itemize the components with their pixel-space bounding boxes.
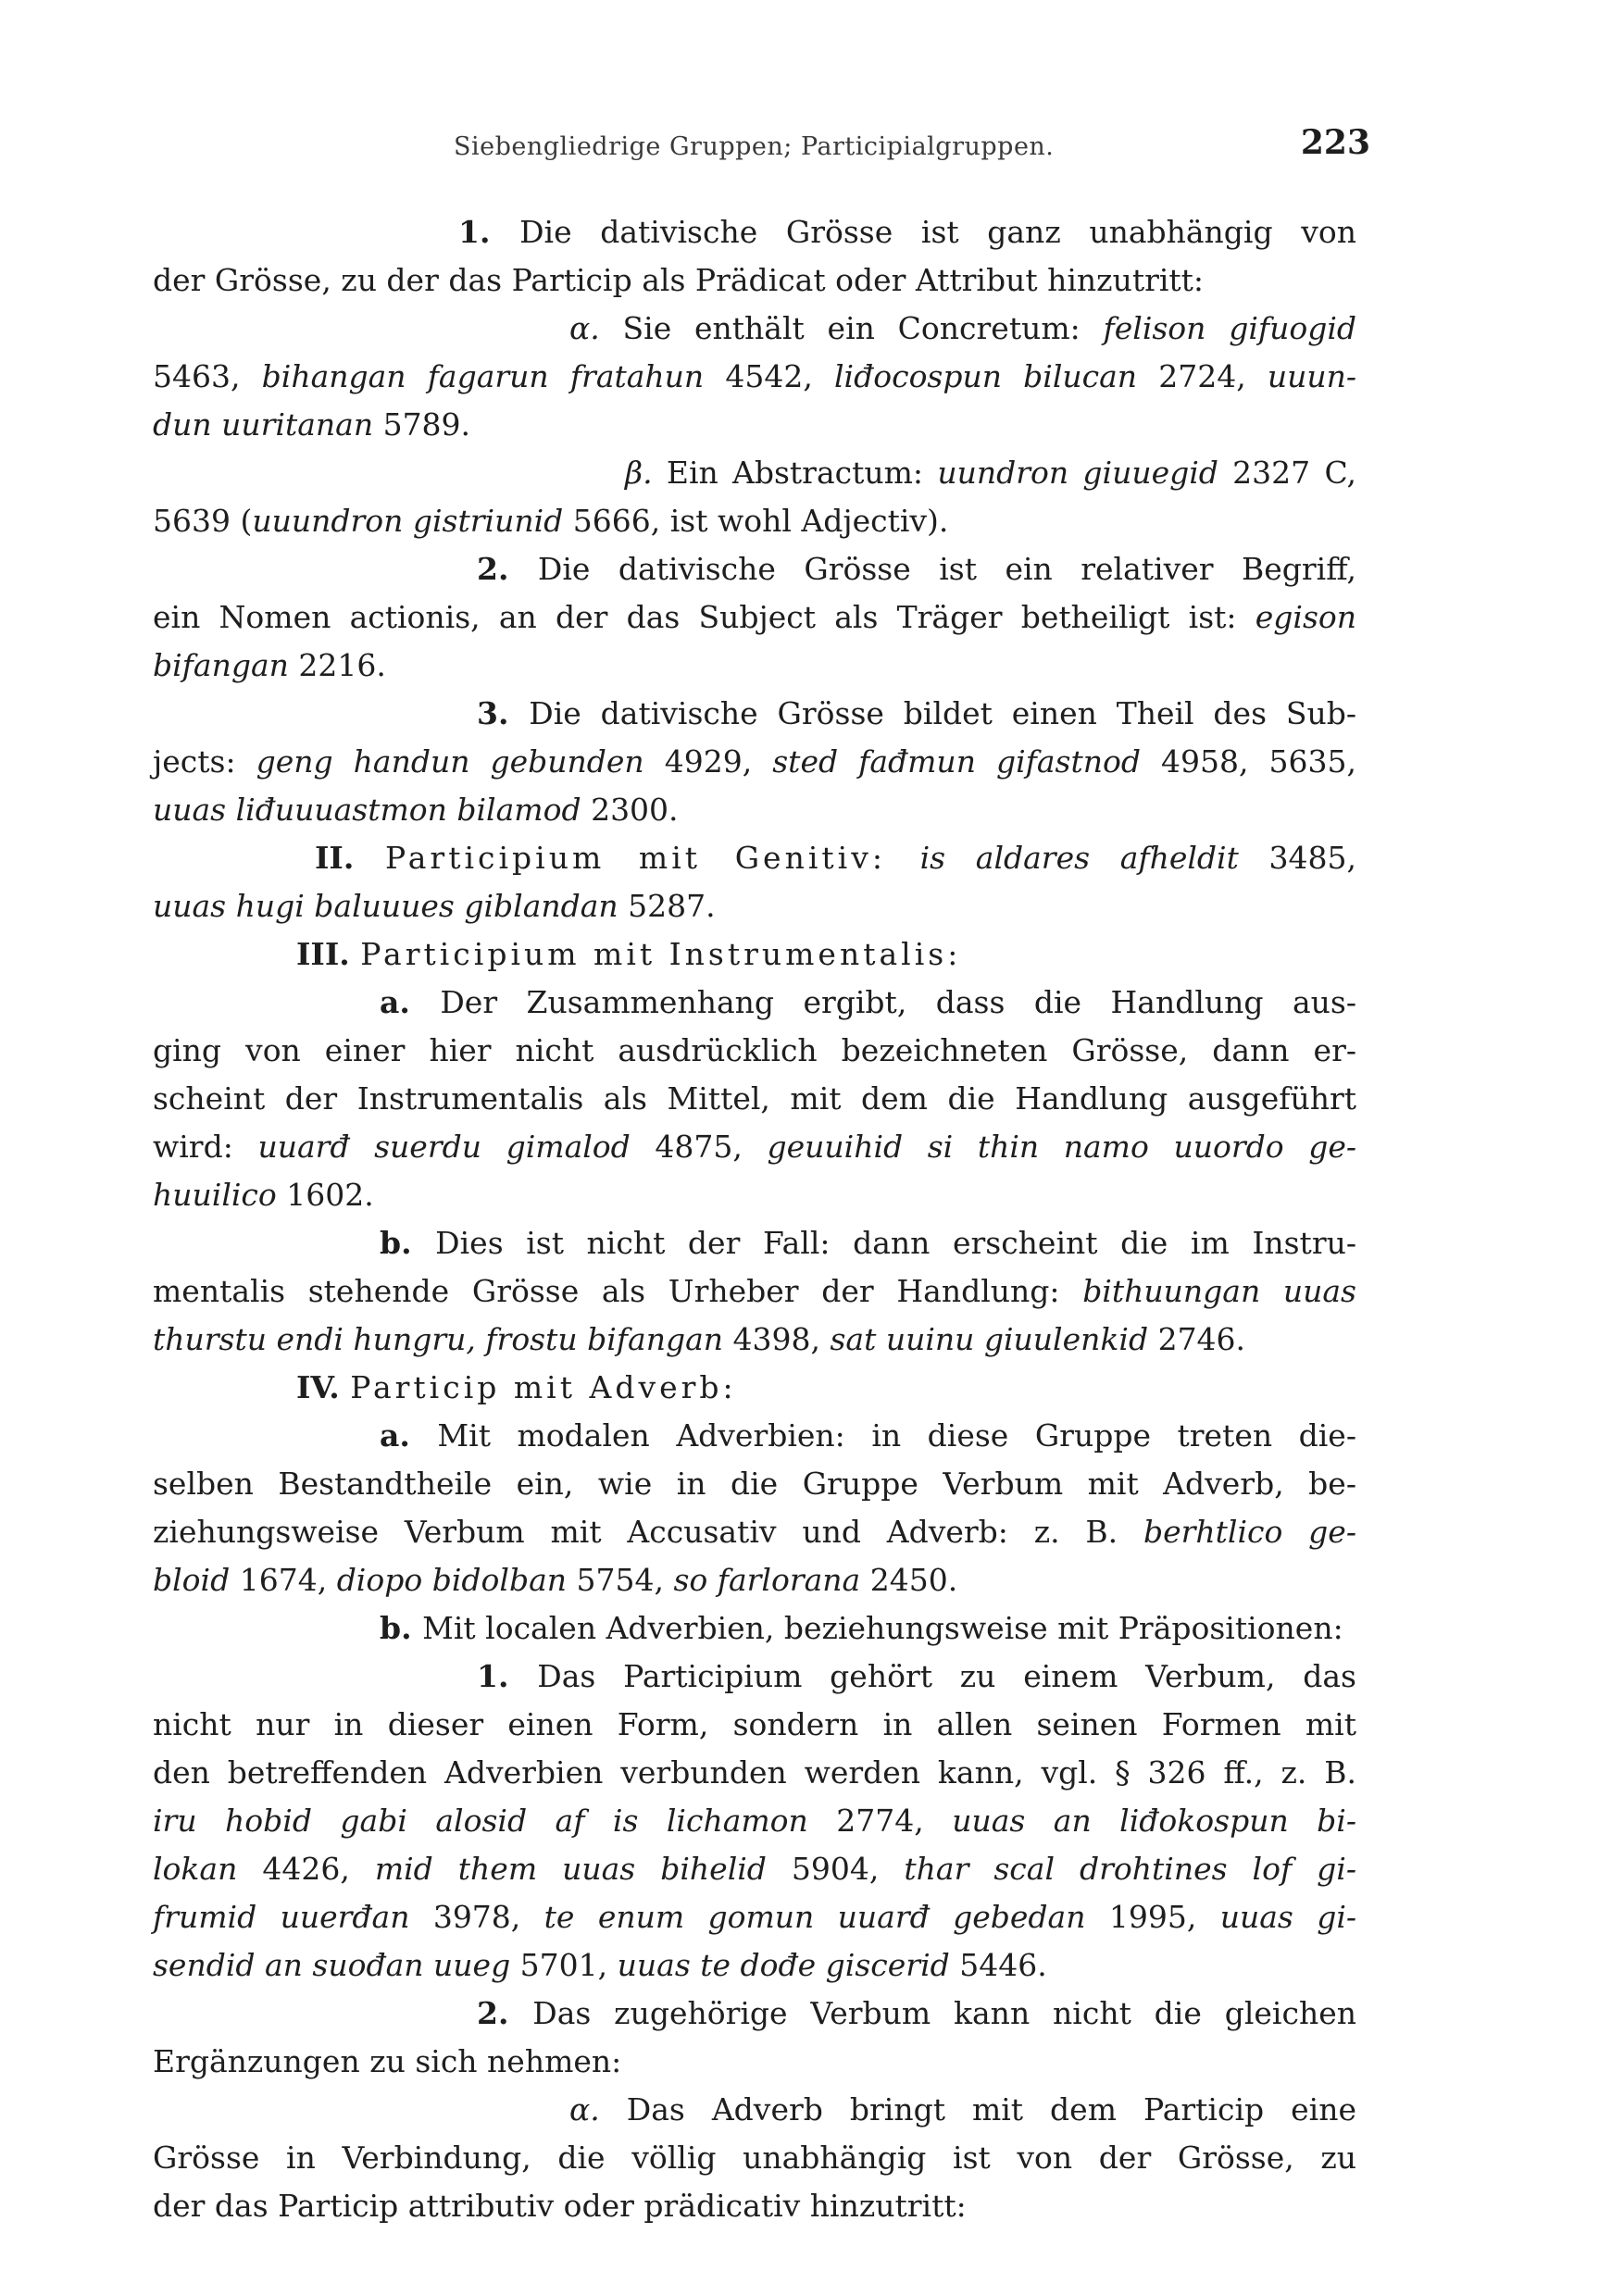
- text-run: wird:: [153, 1129, 258, 1165]
- old-saxon-citation: geng handun gebunden: [256, 743, 644, 780]
- text-run: mentalis stehende Grösse als Urheber der Handlung:: [153, 1273, 1083, 1309]
- text-line: [153, 1749, 1356, 1797]
- section-marker: II.: [315, 840, 386, 876]
- old-saxon-citation: bihangan fagarun fratahun: [261, 358, 705, 394]
- text-run: 4542,: [704, 358, 834, 394]
- old-saxon-citation: bifangan: [153, 647, 289, 683]
- text-run: 5287.: [618, 888, 716, 924]
- text-run: 5463,: [153, 358, 262, 394]
- text-run: 5446.: [949, 1947, 1047, 1983]
- old-saxon-citation: te enum gomun uuarđ gebedan: [543, 1899, 1086, 1935]
- text-run: 5789.: [373, 406, 471, 443]
- text-run: Participium mit Genitiv:: [385, 840, 920, 876]
- old-saxon-citation: uuas an liđokospun bi-: [952, 1803, 1356, 1839]
- section-marker: 2.: [477, 551, 538, 587]
- paragraph: [153, 1219, 1356, 1364]
- text-line: [153, 1701, 1356, 1749]
- text-run: Die dativische Grösse ist ganz unabhängig von: [519, 214, 1356, 250]
- text-line: [153, 1460, 1356, 1508]
- old-saxon-citation: uuas gi-: [1219, 1899, 1357, 1935]
- section-marker: III.: [296, 936, 361, 972]
- text-line: [153, 1027, 1356, 1075]
- text-run: Dies ist nicht der Fall: dann erscheint die im Instru-: [435, 1225, 1356, 1261]
- paragraph: [153, 834, 1356, 930]
- text-line: [153, 1364, 1356, 1412]
- paragraph: [153, 930, 1356, 979]
- paragraph: [153, 208, 1356, 305]
- paragraph: [153, 1604, 1356, 1653]
- text-run: 2216.: [288, 647, 386, 683]
- text-run: Das Adverb bringt mit dem Particip eine: [626, 2091, 1357, 2128]
- text-run: 5639 (: [153, 503, 253, 539]
- text-line: [153, 1075, 1356, 1123]
- paragraph: [153, 1412, 1356, 1604]
- text-line: [153, 1508, 1356, 1556]
- text-run: 3978,: [409, 1899, 544, 1935]
- text-line: [153, 1123, 1356, 1171]
- paragraph: [153, 1653, 1356, 1990]
- text-line: [153, 882, 1356, 930]
- text-line: [153, 1893, 1356, 1941]
- old-saxon-citation: uuas liđuuuastmon bilamod: [153, 792, 581, 828]
- text-line: [153, 1797, 1356, 1845]
- old-saxon-citation: iru hobid gabi alosid af is lichamon: [153, 1803, 808, 1839]
- text-line: [153, 305, 1356, 353]
- paragraph: [153, 305, 1356, 449]
- paragraph: [153, 449, 1356, 545]
- text-run: 2724,: [1137, 358, 1268, 394]
- old-saxon-citation: berhtlico ge-: [1143, 1514, 1356, 1550]
- text-run: Mit modalen Adverbien: in diese Gruppe treten die-: [437, 1417, 1356, 1454]
- text-run: Mit localen Adverbien, beziehungsweise mit Präpositionen:: [422, 1610, 1343, 1646]
- text-run: selben Bestandtheile ein, wie in die Gruppe Verbum mit Adverb, be-: [153, 1466, 1356, 1502]
- text-line: [153, 256, 1356, 305]
- old-saxon-citation: egison: [1255, 599, 1356, 635]
- text-run: 4875,: [630, 1129, 768, 1165]
- text-run: 5754,: [567, 1562, 674, 1598]
- text-line: [153, 690, 1356, 738]
- old-saxon-citation: β.: [625, 455, 667, 491]
- old-saxon-citation: α.: [569, 310, 623, 346]
- text-line: [153, 545, 1356, 593]
- text-run: jects:: [153, 743, 256, 780]
- old-saxon-citation: lokan: [153, 1851, 238, 1887]
- old-saxon-citation: thurstu endi hungru, frostu bifangan: [153, 1321, 723, 1357]
- section-marker: 1.: [458, 214, 520, 250]
- text-run: den betreffenden Adverbien verbunden werden kann, vgl. § 326 ff., z. B.: [153, 1754, 1356, 1791]
- text-run: Die dativische Grösse bildet einen Theil des Sub-: [529, 695, 1356, 731]
- running-title: Siebengliedrige Gruppen; Participialgruppen.: [454, 132, 1055, 161]
- text-run: nicht nur in dieser einen Form, sondern in allen seinen Formen mit: [153, 1706, 1356, 1742]
- old-saxon-citation: thar scal drohtines lof gi-: [904, 1851, 1357, 1887]
- old-saxon-citation: mid them uuas bihelid: [374, 1851, 767, 1887]
- text-run: 3485,: [1238, 840, 1356, 876]
- text-run: ziehungsweise Verbum mit Accusativ und Adverb: z. B.: [153, 1514, 1143, 1550]
- text-run: 4426,: [237, 1851, 375, 1887]
- old-saxon-citation: so farlorana: [673, 1562, 861, 1598]
- section-marker: IV.: [296, 1369, 351, 1405]
- text-run: Das zugehörige Verbum kann nicht die gleichen: [532, 1995, 1356, 2031]
- text-line: [153, 786, 1356, 834]
- old-saxon-citation: sted fađmun gifastnod: [772, 743, 1141, 780]
- text-run: Ein Abstractum:: [666, 455, 938, 491]
- text-line: [153, 1171, 1356, 1219]
- old-saxon-citation: bloid: [153, 1562, 231, 1598]
- old-saxon-citation: frumid uuerđan: [153, 1899, 410, 1935]
- text-run: ging von einer hier nicht ausdrücklich bezeichneten Grösse, dann er-: [153, 1032, 1356, 1068]
- section-marker: a.: [380, 984, 441, 1020]
- text-line: [153, 930, 1356, 979]
- text-line: [153, 1653, 1356, 1701]
- old-saxon-citation: α.: [569, 2091, 627, 2128]
- text-line: [153, 353, 1356, 401]
- text-line: [153, 642, 1356, 690]
- text-line: [153, 2134, 1356, 2182]
- text-line: [153, 1316, 1356, 1364]
- page-number: 223: [1300, 123, 1370, 162]
- text-line: [153, 1412, 1356, 1460]
- old-saxon-citation: felison gifuogid: [1103, 310, 1357, 346]
- old-saxon-citation: diopo bidolban: [336, 1562, 567, 1598]
- old-saxon-citation: geuuihid si thin namo uuordo ge-: [767, 1129, 1357, 1165]
- section-marker: 3.: [477, 695, 530, 731]
- text-line: [153, 208, 1356, 256]
- text-line: [153, 1990, 1356, 2038]
- old-saxon-citation: uuas hugi baluuues giblandan: [153, 888, 618, 924]
- paragraph: [153, 545, 1356, 690]
- text-run: 5701,: [510, 1947, 618, 1983]
- text-line: [153, 979, 1356, 1027]
- text-run: 1602.: [276, 1177, 374, 1213]
- section-marker: b.: [380, 1610, 423, 1646]
- text-line: [153, 2182, 1356, 2230]
- text-line: [153, 1219, 1356, 1267]
- old-saxon-citation: uuas te dođe giscerid: [617, 1947, 950, 1983]
- old-saxon-citation: uundron giuuegid: [937, 455, 1218, 491]
- running-head: [454, 123, 1370, 169]
- old-saxon-citation: is aldares afheldit: [919, 840, 1239, 876]
- text-line: [153, 497, 1356, 545]
- text-run: 5666, ist wohl Adjectiv).: [563, 503, 949, 539]
- section-marker: 1.: [477, 1658, 538, 1694]
- text-run: 2300.: [581, 792, 679, 828]
- paragraph: [153, 979, 1356, 1219]
- paragraph: [153, 1364, 1356, 1412]
- text-run: 4958, 5635,: [1140, 743, 1356, 780]
- text-run: ein Nomen actionis, an der das Subject als Träger betheiligt ist:: [153, 599, 1255, 635]
- text-line: [153, 449, 1356, 497]
- text-run: 2746.: [1148, 1321, 1246, 1357]
- old-saxon-citation: bithuungan uuas: [1082, 1273, 1356, 1309]
- text-run: Grösse in Verbindung, die völlig unabhängig ist von der Grösse, zu: [153, 2140, 1356, 2176]
- text-run: 2327 C,: [1218, 455, 1357, 491]
- text-line: [153, 1941, 1356, 1990]
- body-text: [153, 208, 1356, 2230]
- old-saxon-citation: sat uuinu giuulenkid: [830, 1321, 1149, 1357]
- text-line: [153, 738, 1356, 786]
- section-marker: 2.: [477, 1995, 533, 2031]
- text-line: [153, 593, 1356, 642]
- section-marker: a.: [380, 1417, 438, 1454]
- text-run: Sie enthält ein Concretum:: [622, 310, 1104, 346]
- text-line: [153, 1845, 1356, 1893]
- text-run: der Grösse, zu der das Particip als Prädicat oder Attribut hinzutritt:: [153, 262, 1205, 298]
- text-line: [153, 2038, 1356, 2086]
- old-saxon-citation: uuun-: [1267, 358, 1357, 394]
- text-run: 2774,: [807, 1803, 953, 1839]
- text-run: 2450.: [860, 1562, 958, 1598]
- section-marker: b.: [380, 1225, 436, 1261]
- old-saxon-citation: sendid an suođan uueg: [153, 1947, 511, 1983]
- paragraph: [153, 1990, 1356, 2086]
- text-line: [153, 834, 1356, 882]
- text-line: [153, 401, 1356, 449]
- old-saxon-citation: liđocospun bilucan: [833, 358, 1138, 394]
- text-run: Ergänzungen zu sich nehmen:: [153, 2043, 622, 2079]
- text-run: Die dativische Grösse ist ein relativer Begriff,: [537, 551, 1356, 587]
- text-run: der das Particip attributiv oder prädicativ hinzutritt:: [153, 2188, 967, 2224]
- paragraph: [153, 690, 1356, 834]
- text-run: Das Participium gehört zu einem Verbum, das: [537, 1658, 1356, 1694]
- text-run: Particip mit Adverb:: [350, 1369, 737, 1405]
- text-line: [153, 1267, 1356, 1316]
- text-run: scheint der Instrumentalis als Mittel, mit dem die Handlung ausgeführt: [153, 1080, 1356, 1117]
- text-run: 4398,: [723, 1321, 831, 1357]
- text-run: 5904,: [766, 1851, 905, 1887]
- old-saxon-citation: uuarđ suerdu gimalod: [257, 1129, 631, 1165]
- text-line: [153, 1604, 1356, 1653]
- old-saxon-citation: dun uuritanan: [153, 406, 374, 443]
- old-saxon-citation: uuundron gistriunid: [252, 503, 564, 539]
- text-line: [153, 2086, 1356, 2134]
- text-run: Participium mit Instrumentalis:: [360, 936, 962, 972]
- text-run: 1674,: [230, 1562, 337, 1598]
- paragraph: [153, 2086, 1356, 2230]
- old-saxon-citation: huuilico: [153, 1177, 277, 1213]
- text-run: 1995,: [1085, 1899, 1220, 1935]
- text-run: Der Zusammenhang ergibt, dass die Handlung aus-: [440, 984, 1356, 1020]
- text-line: [153, 1556, 1356, 1604]
- text-run: 4929,: [643, 743, 773, 780]
